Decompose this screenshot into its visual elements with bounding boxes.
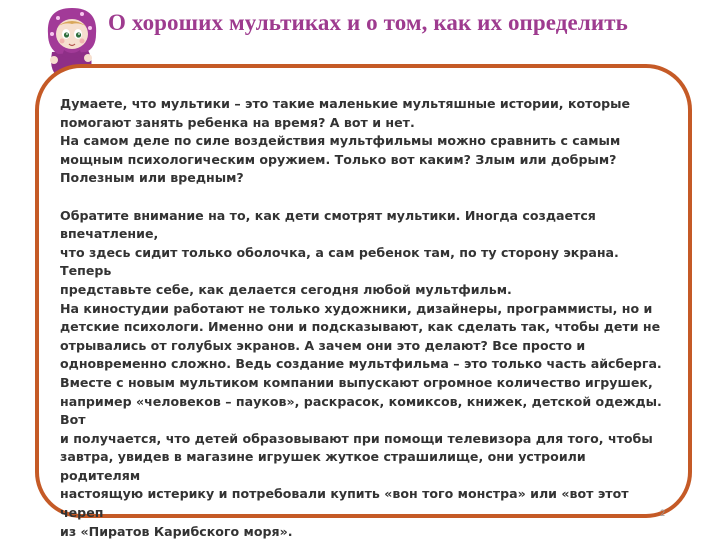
paragraph-intro: Думаете, что мультики – это такие маленькие мультяшные истории, которые помогают занять ребенка на время? А вот и нет. На самом деле по силе воздействия мультфильмы можно сравнить с самым мощным психологическим оружием. Только вот каким? Злым или добрым? Полезным или вредным?	[60, 96, 631, 186]
paragraph-spacer	[60, 188, 670, 207]
paragraph-main: Обратите внимание на то, как дети смотрят мультики. Иногда создается впечатление, что здесь сидит только оболочка, а сам ребенок там, по ту сторону экрана. Теперь представьте себе, как делается сегодня любой мультфильм. На киностудии работают не только художники, дизайнеры, программисты, но и детские психологи. Именно они и подсказывают, как сделать так, чтобы дети не отрывались от голубых экранов. А зачем они это делают? Все просто и одновременно сложно. Ведь создание мультфильма – это только часть айсберга. Вместе с новым мультиком компании выпускают огромное количество игрушек, например «человеков – пауков», раскрасок, комиксов, книжек, детской одежды. Вот и получается, что детей образовывают при помощи телевизора для того, чтобы завтра, увидев в магазине игрушек жуткое страшилище, они устроили родителям настоящую истерику и потребовали купить «вон того монстра» или «вот этот череп из «Пиратов Карибского моря».	[60, 207, 662, 539]
page-number: 2	[659, 508, 665, 518]
slide-title: О хороших мультиках и о том, как их определить	[108, 10, 628, 35]
content-body	[60, 95, 670, 541]
